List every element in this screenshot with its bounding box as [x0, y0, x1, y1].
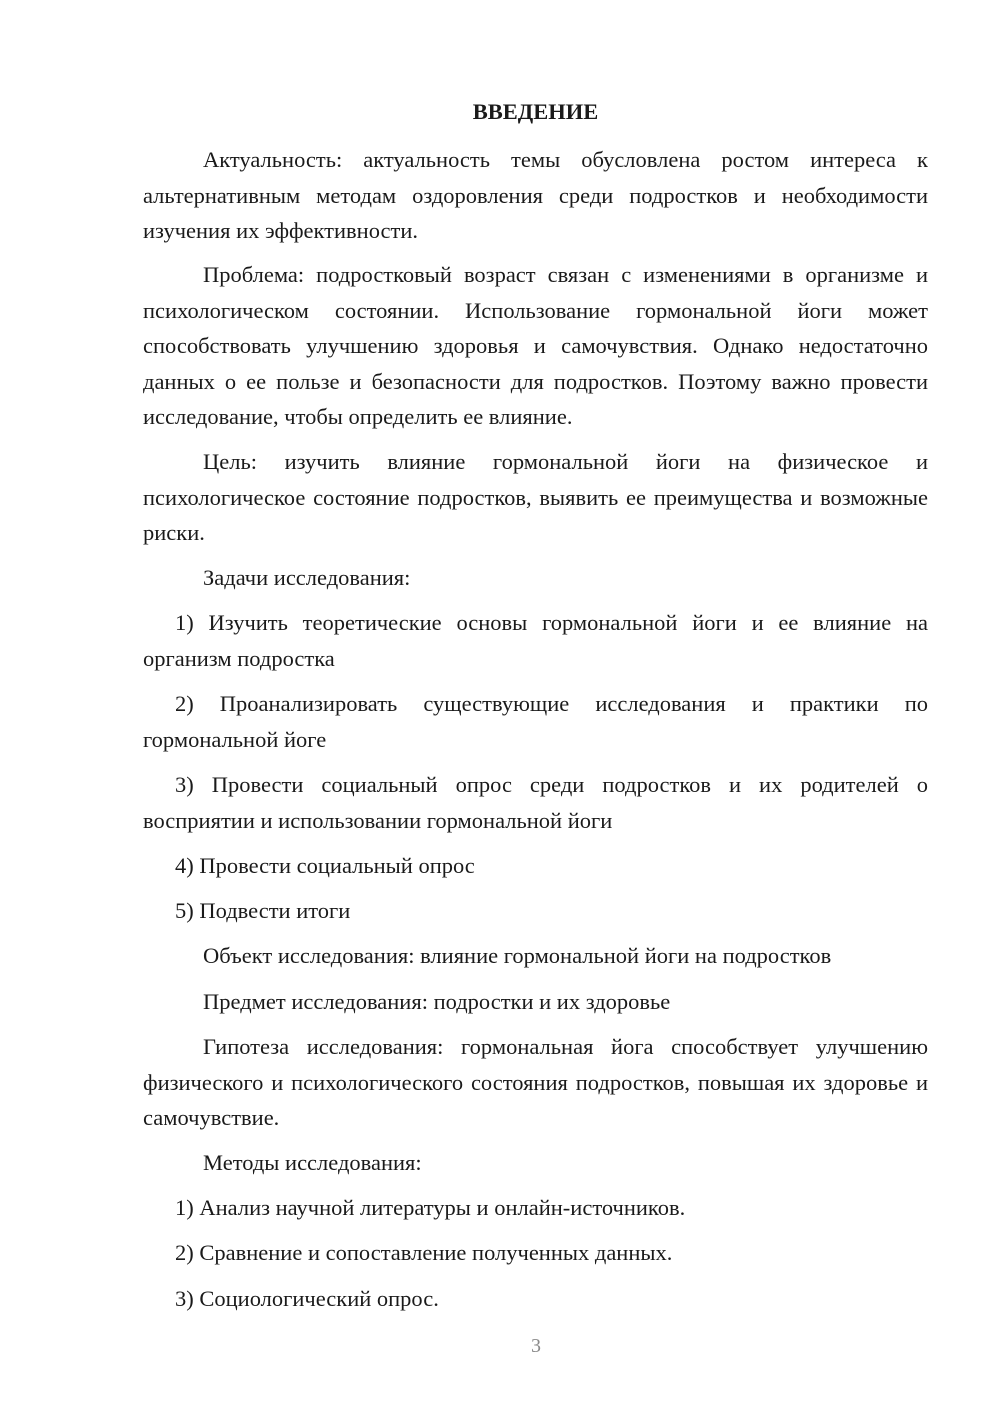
- method-item-3: 3) Социологический опрос.: [175, 1286, 439, 1311]
- goal-paragraph: Цель: изучить влияние гормональной йоги на физическое и психологическое состояние подростков, выявить ее преимущества и возможные риски.: [143, 449, 928, 545]
- problem-paragraph: Проблема: подростковый возраст связан с изменениями в организме и психологическом состоянии. Использование гормональной йоги может способствовать улучшению здоровья и самочувствия. Однако недостаточно данных о ее пользе и безопасности для подростков. Поэтому важно провести исследование, чтобы определить ее влияние.: [143, 262, 928, 429]
- page-title: ВВЕДЕНИЕ: [472, 99, 599, 124]
- object-paragraph: Объект исследования: влияние гормональной йоги на подростков: [203, 943, 832, 968]
- method-item-1: 1) Анализ научной литературы и онлайн-источников.: [175, 1195, 686, 1220]
- task-item-4: 4) Провести социальный опрос: [175, 853, 475, 878]
- task-item-1: 1) Изучить теоретические основы гормональной йоги и ее влияние на организм подростка: [143, 610, 928, 671]
- task-item-5: 5) Подвести итоги: [175, 898, 351, 923]
- tasks-heading: Задачи исследования:: [203, 565, 411, 590]
- methods-heading: Методы исследования:: [203, 1150, 422, 1175]
- task-item-2: 2) Проанализировать существующие исследования и практики по гормональной йоге: [143, 691, 928, 752]
- method-item-2: 2) Сравнение и сопоставление полученных данных.: [175, 1240, 673, 1265]
- hypothesis-paragraph: Гипотеза исследования: гормональная йога способствует улучшению физического и психологического состояния подростков, повышая их здоровье и самочувствие.: [143, 1034, 928, 1130]
- task-item-3: 3) Провести социальный опрос среди подростков и их родителей о восприятии и использовании гормональной йоги: [143, 772, 928, 833]
- subject-paragraph: Предмет исследования: подростки и их здоровье: [203, 989, 671, 1014]
- relevance-paragraph: Актуальность: актуальность темы обусловлена ростом интереса к альтернативным методам оздоровления среди подростков и необходимости изучения их эффективности.: [143, 147, 928, 243]
- page-number: 3: [531, 1335, 541, 1357]
